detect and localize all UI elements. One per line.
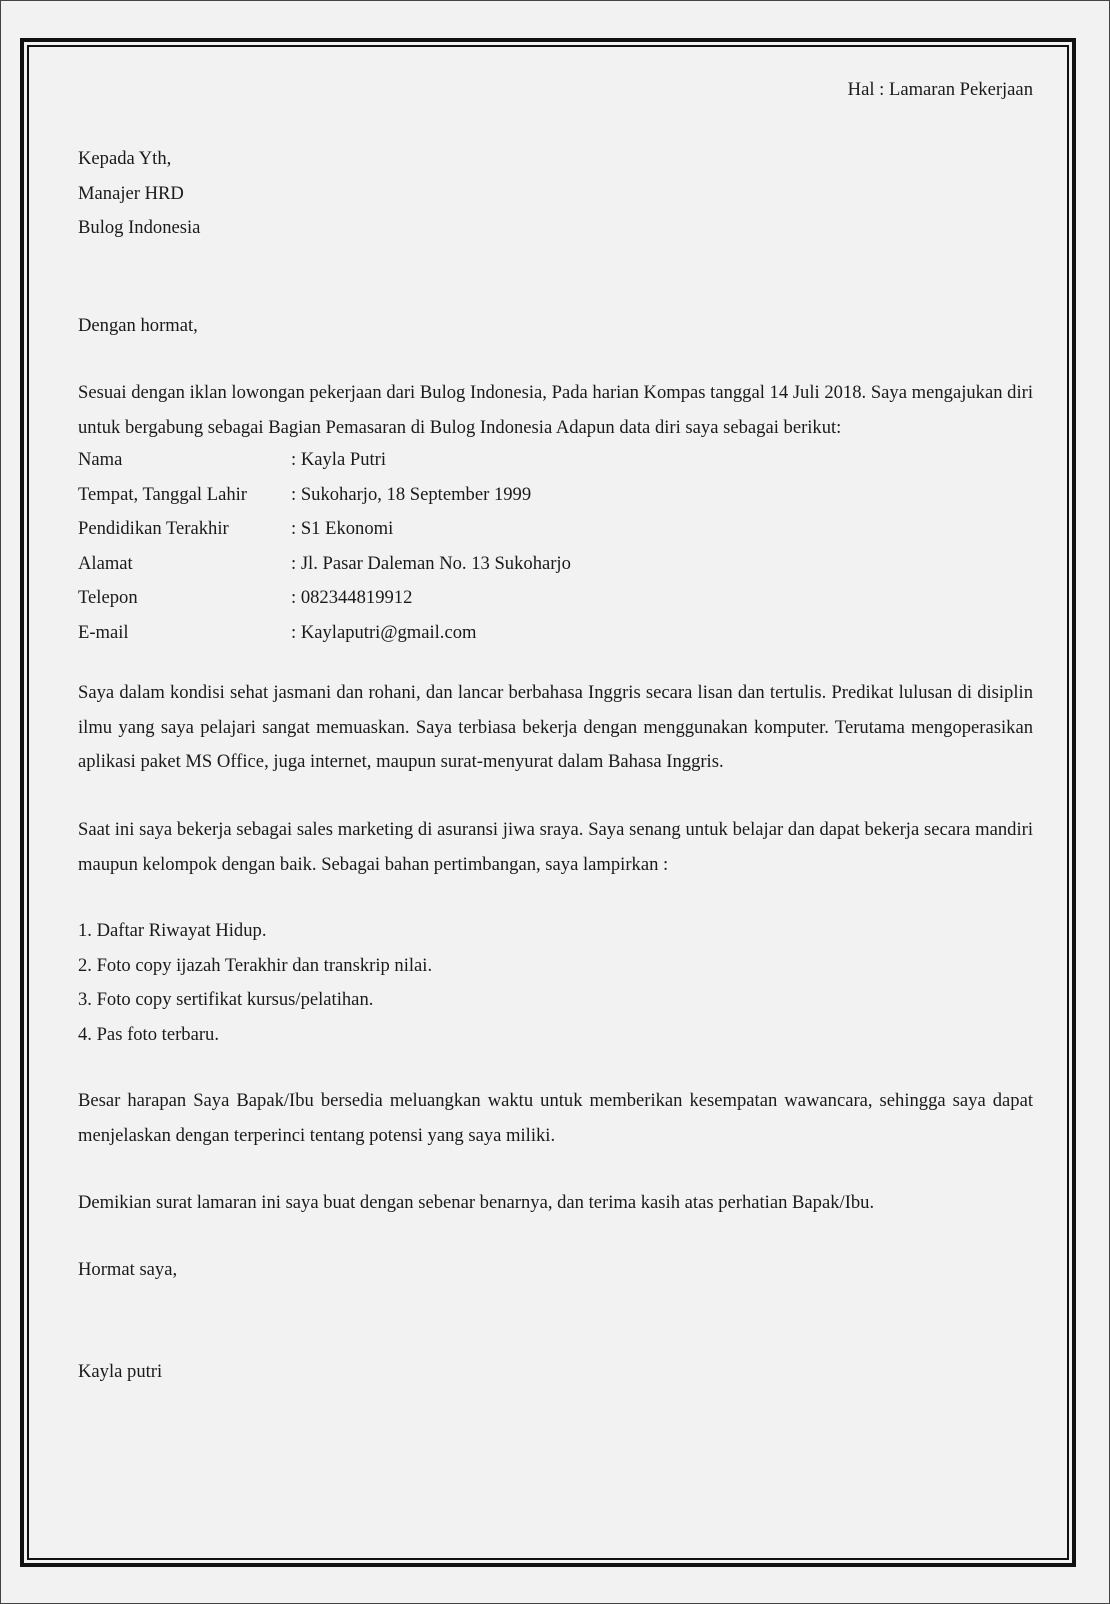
attachment-item: 4. Pas foto terbaru.: [78, 1023, 219, 1045]
signature-name: Kayla putri: [78, 1361, 163, 1382]
data-value: : Kaylaputri@gmail.com: [291, 621, 477, 643]
recipient-line: Manajer HRD: [78, 182, 184, 204]
personal-data-row: [78, 443, 1033, 478]
personal-data-row: [78, 547, 1033, 582]
attachment-item: 2. Foto copy ijazah Terakhir dan transkrip nilai.: [78, 954, 433, 976]
recipient-block: [78, 142, 1033, 246]
data-label: Pendidikan Terakhir: [78, 518, 229, 539]
data-label: Tempat, Tanggal Lahir: [78, 483, 247, 505]
data-label: Alamat: [78, 552, 133, 574]
personal-data-list: [78, 443, 1033, 650]
attachment-list: [78, 914, 1033, 1052]
current-job-paragraph: Saat ini saya bekerja sebagai sales marketing di asuransi jiwa sraya. Saya senang untuk belajar dan dapat bekerja secara mandiri maupun kelompok dengan baik. Sebagai bahan pertimbangan, saya lampirkan :: [78, 819, 1033, 875]
recipient-line: Bulog Indonesia: [78, 217, 201, 238]
letter-greeting: Dengan hormat,: [78, 315, 198, 336]
personal-data-row: [78, 616, 1033, 651]
data-value: : 082344819912: [291, 587, 413, 608]
data-value: : Sukoharjo, 18 September 1999: [291, 483, 532, 505]
personal-data-row: [78, 581, 1033, 616]
data-value: : S1 Ekonomi: [291, 518, 394, 539]
document-frame-inner: [27, 45, 1069, 1560]
data-label: Telepon: [78, 587, 138, 608]
data-value: : Kayla Putri: [291, 449, 387, 470]
skills-paragraph: Saya dalam kondisi sehat jasmani dan rohani, dan lancar berbahasa Inggris secara lisan dan tertulis. Predikat lulusan di disiplin ilmu yang saya pelajari sangat memuaskan. Saya terbiasa bekerja dengan menggunakan komputer. Terutama mengoperasikan aplikasi paket MS Office, juga internet, maupun surat-menyurat dalam Bahasa Inggris.: [78, 682, 1033, 772]
hope-paragraph: Besar harapan Saya Bapak/Ibu bersedia meluangkan waktu untuk memberikan kesempatan wawancara, sehingga saya dapat menjelaskan dengan terperinci tentang potensi yang saya miliki.: [78, 1090, 1033, 1146]
attachment-item: 1. Daftar Riwayat Hidup.: [78, 920, 267, 941]
intro-paragraph: Sesuai dengan iklan lowongan pekerjaan dari Bulog Indonesia, Pada harian Kompas tanggal 14 Juli 2018. Saya mengajukan diri untuk bergabung sebagai Bagian Pemasaran di Bulog Indonesia Adapun data diri saya sebagai berikut:: [78, 382, 1033, 438]
closing-paragraph: Demikian surat lamaran ini saya buat dengan sebenar benarnya, dan terima kasih atas perhatian Bapak/Ibu.: [78, 1192, 875, 1213]
data-value: : Jl. Pasar Daleman No. 13 Sukoharjo: [291, 552, 571, 574]
letter-closing: Hormat saya,: [78, 1259, 178, 1280]
personal-data-row: [78, 512, 1033, 547]
recipient-line: Kepada Yth,: [78, 148, 172, 169]
data-label: Nama: [78, 449, 123, 470]
personal-data-row: [78, 478, 1033, 513]
data-label: E-mail: [78, 621, 129, 643]
attachment-item: 3. Foto copy sertifikat kursus/pelatihan.: [78, 989, 374, 1010]
letter-subject: Hal : Lamaran Pekerjaan: [847, 79, 1033, 100]
